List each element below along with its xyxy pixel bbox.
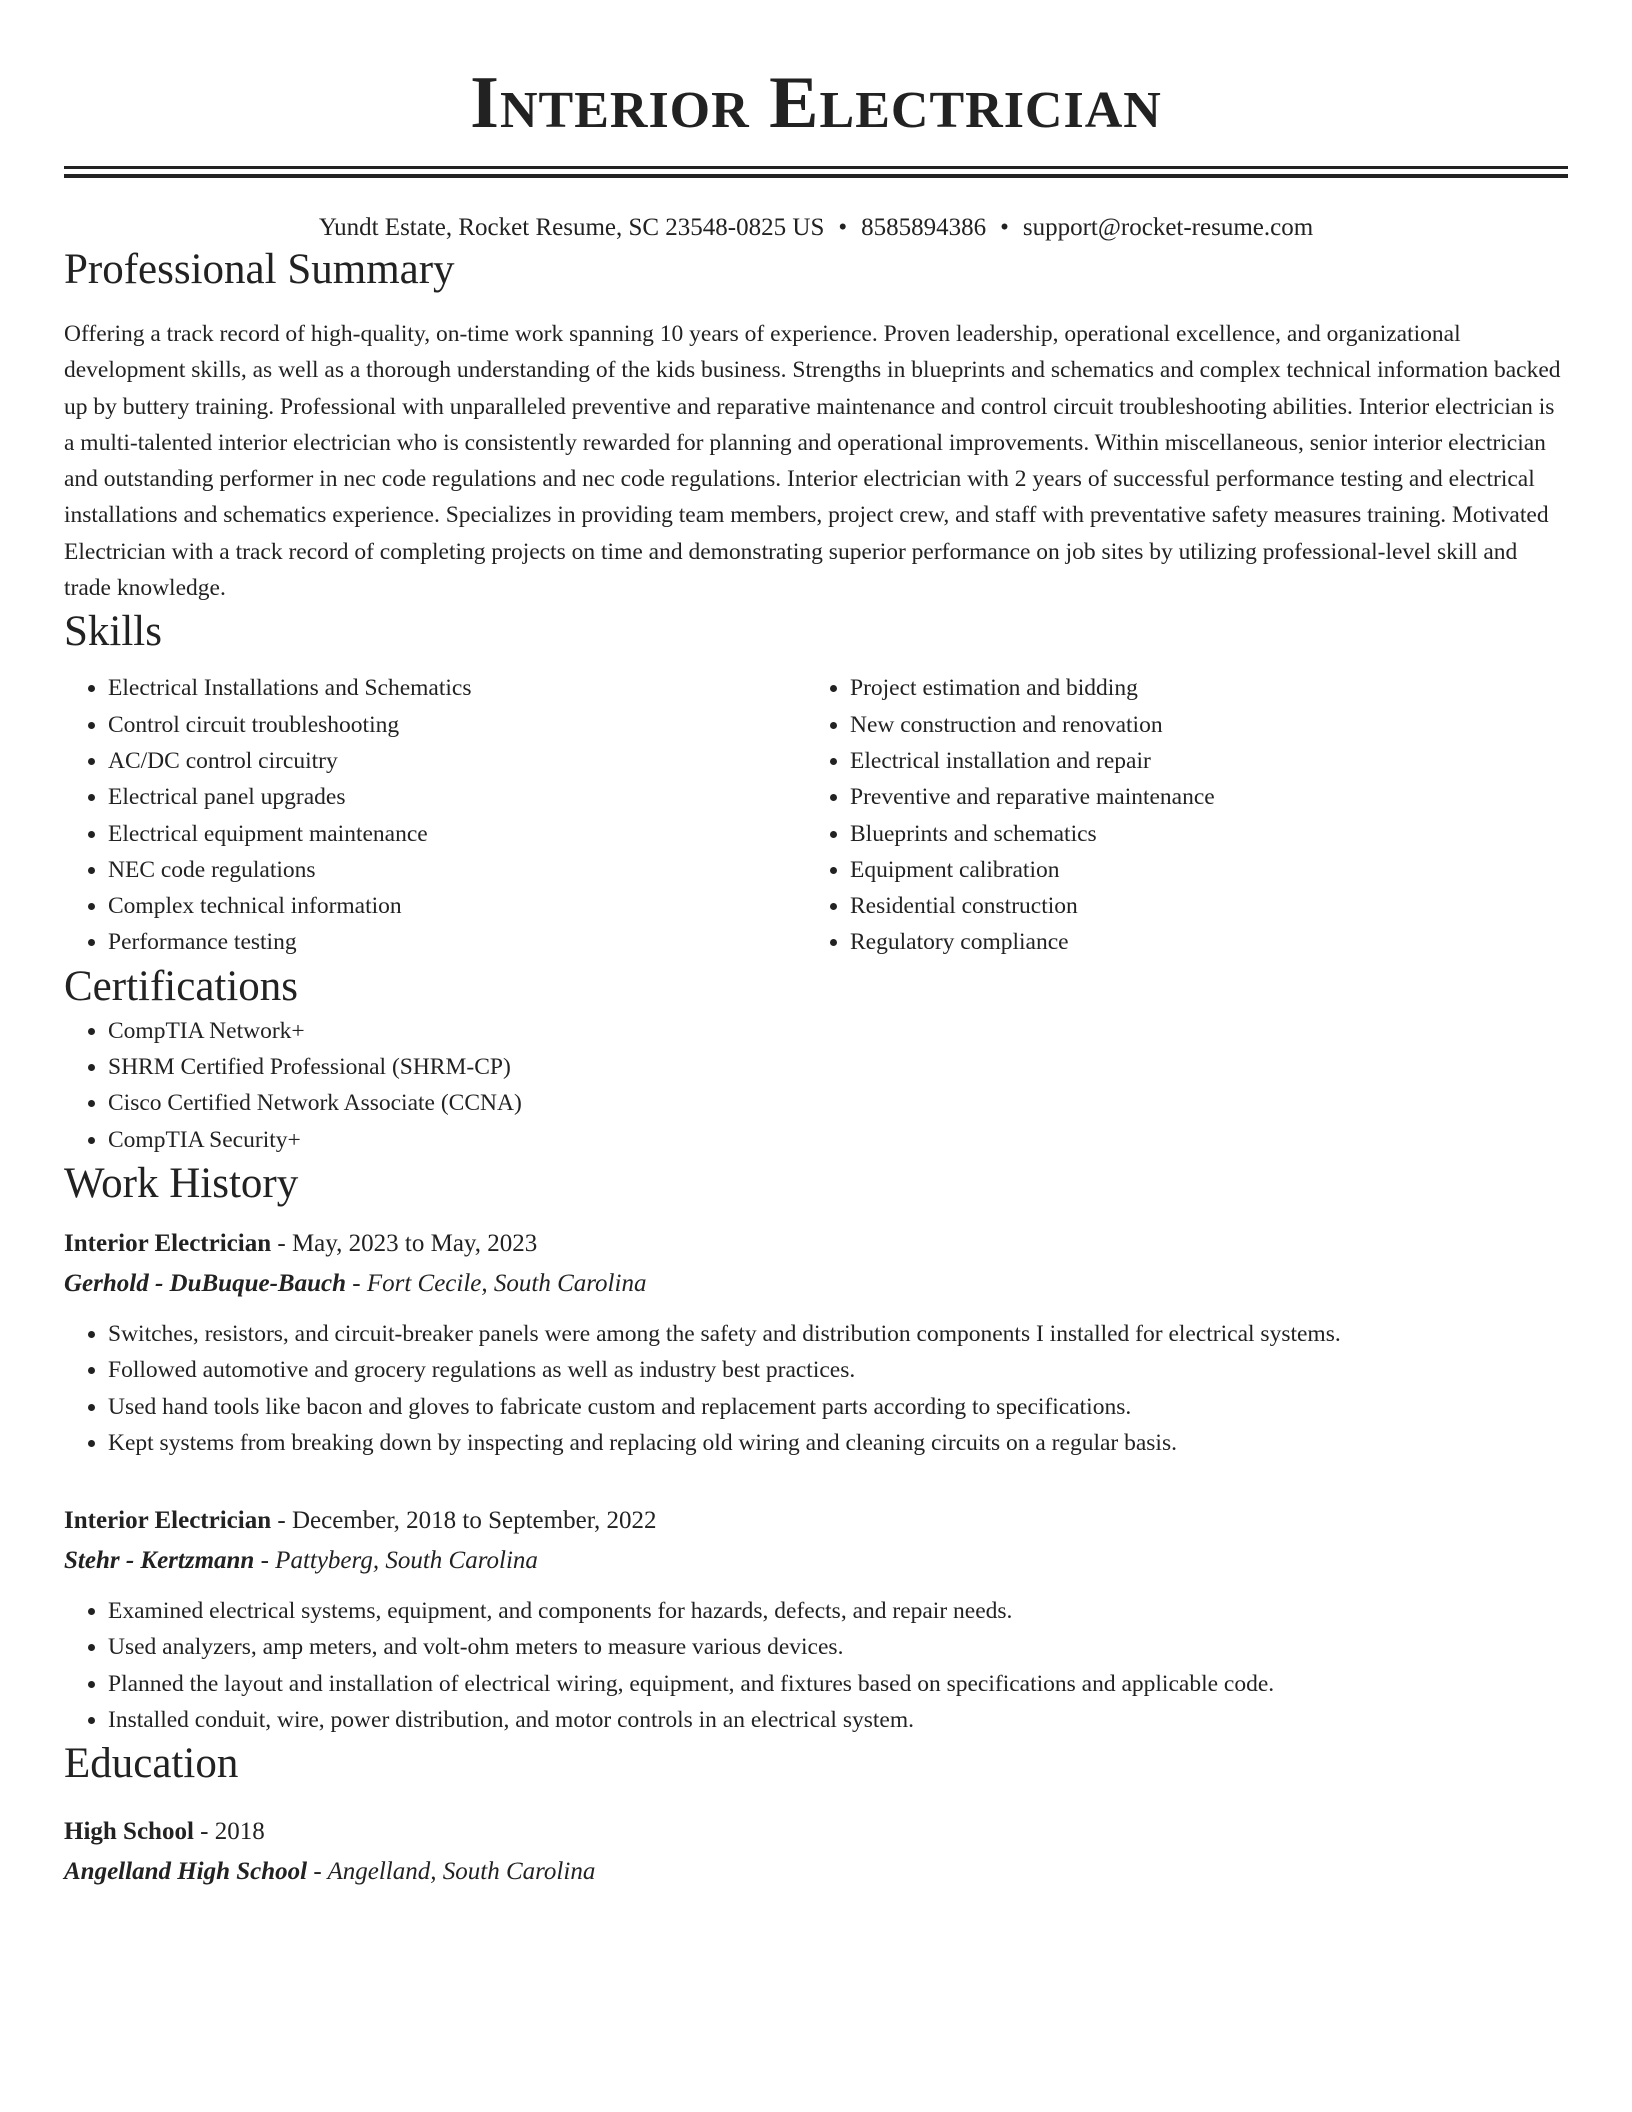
contact-separator: • xyxy=(838,214,848,241)
contact-address: Yundt Estate, Rocket Resume, SC 23548-0825 US xyxy=(318,214,825,241)
job-location: - Pattyberg, South Carolina xyxy=(254,1547,538,1575)
job-dates: - December, 2018 to September, 2022 xyxy=(271,1507,657,1535)
contact-line xyxy=(64,212,1568,244)
certification-item: • SHRM Certified Professional (SHRM-CP) xyxy=(108,1049,1568,1085)
skill-item: • Electrical panel upgrades xyxy=(108,779,806,815)
job-duties-list xyxy=(64,1316,1568,1461)
education-school: Angelland High School xyxy=(64,1858,308,1886)
skill-item: • Preventive and reparative maintenance xyxy=(850,779,1548,815)
education-location: - Angelland, South Carolina xyxy=(307,1858,596,1886)
job-title-line xyxy=(64,1501,1568,1541)
job-duty: • Examined electrical systems, equipment, and components for hazards, defects, and repair needs. xyxy=(108,1593,1568,1629)
skills-columns xyxy=(64,670,1568,960)
skill-item: • AC/DC control circuitry xyxy=(108,743,806,779)
skill-item: • Electrical installation and repair xyxy=(850,743,1548,779)
job-employer-line xyxy=(64,1264,1568,1304)
skills-heading: Skills xyxy=(64,608,162,656)
certifications-list xyxy=(64,1013,1568,1158)
job-duty: • Followed automotive and grocery regulations as well as industry best practices. xyxy=(108,1352,1568,1388)
skills-list-left xyxy=(64,670,806,960)
skill-item: • New construction and renovation xyxy=(850,707,1548,743)
job-position: Interior Electrician xyxy=(64,1507,272,1535)
skill-item: • Equipment calibration xyxy=(850,852,1548,888)
job-entry xyxy=(64,1224,1568,1461)
header-divider xyxy=(64,166,1568,178)
certification-item: • CompTIA Security+ xyxy=(108,1122,1568,1158)
certification-item: • CompTIA Network+ xyxy=(108,1013,1568,1049)
skill-item: • NEC code regulations xyxy=(108,852,806,888)
education-entry xyxy=(64,1812,1568,1892)
job-dates: - May, 2023 to May, 2023 xyxy=(271,1229,538,1257)
education-heading: Education xyxy=(64,1740,239,1788)
skill-item: • Project estimation and bidding xyxy=(850,670,1548,706)
job-duty: • Planned the layout and installation of electrical wiring, equipment, and fixtures based on specifications and applicable code. xyxy=(108,1666,1568,1702)
job-duty: • Switches, resistors, and circuit-breaker panels were among the safety and distribution components I installed for electrical systems. xyxy=(108,1316,1568,1352)
contact-separator: • xyxy=(1000,214,1009,241)
certifications-heading: Certifications xyxy=(64,962,299,1010)
education-degree-line xyxy=(64,1812,1568,1852)
skill-item: • Residential construction xyxy=(850,888,1548,924)
job-company: Gerhold - DuBuque-Bauch xyxy=(64,1269,346,1297)
job-position: Interior Electrician xyxy=(64,1229,272,1257)
skill-item: • Performance testing xyxy=(108,924,806,960)
job-employer-line xyxy=(64,1541,1568,1581)
work-history-heading: Work History xyxy=(64,1159,299,1207)
job-duty: • Kept systems from breaking down by inspecting and replacing old wiring and cleaning circuits on a regular basis. xyxy=(108,1425,1568,1461)
job-title-line xyxy=(64,1224,1568,1264)
skills-list-right xyxy=(806,670,1548,960)
job-duty: • Used analyzers, amp meters, and volt-ohm meters to measure various devices. xyxy=(108,1629,1568,1665)
skill-item: • Regulatory compliance xyxy=(850,924,1548,960)
job-entry xyxy=(64,1501,1568,1738)
summary-heading: Professional Summary xyxy=(64,246,455,293)
contact-email: support@rocket-resume.com xyxy=(1022,214,1314,241)
summary-text: Offering a track record of high-quality, on-time work spanning 10 years of experience. Proven leadership, operational excellence, and organizational development skills, as well as a thorough understanding of the kids business. Strengths in blueprints and schematics and complex technical information backed up by buttery training. Professional with unparalleled preventive and reparative maintenance and control circuit troubleshooting abilities. Interior electrician is a multi-talented interior electrician who is consistently rewarded for planning and operational improvements. Within miscellaneous, senior interior electrician and outstanding performer in nec code regulations and nec code regulations. Interior electrician with 2 years of successful performance testing and electrical installations and schematics experience. Specializes in providing team members, project crew, and staff with preventative safety measures training. Motivated Electrician with a track record of completing projects on time and demonstrating superior performance on job sites by utilizing professional-level skill and trade knowledge. xyxy=(64,321,1561,602)
certification-item: • Cisco Certified Network Associate (CCNA) xyxy=(108,1085,1568,1121)
education-degree: High School xyxy=(64,1818,194,1846)
skill-item: • Control circuit troubleshooting xyxy=(108,707,806,743)
resume-name: Interior Electrician xyxy=(470,62,1162,144)
contact-phone: 8585894386 xyxy=(861,214,987,241)
job-duty: • Installed conduit, wire, power distribution, and motor controls in an electrical system. xyxy=(108,1702,1568,1738)
skill-item: • Electrical equipment maintenance xyxy=(108,816,806,852)
skill-item: • Electrical Installations and Schematics xyxy=(108,670,806,706)
job-duties-list xyxy=(64,1593,1568,1738)
skill-item: • Blueprints and schematics xyxy=(850,816,1548,852)
job-location: - Fort Cecile, South Carolina xyxy=(346,1269,647,1297)
skill-item: • Complex technical information xyxy=(108,888,806,924)
job-duty: • Used hand tools like bacon and gloves to fabricate custom and replacement parts according to specifications. xyxy=(108,1389,1568,1425)
job-company: Stehr - Kertzmann xyxy=(64,1547,255,1575)
education-school-line xyxy=(64,1852,1568,1892)
education-year: - 2018 xyxy=(193,1818,265,1846)
